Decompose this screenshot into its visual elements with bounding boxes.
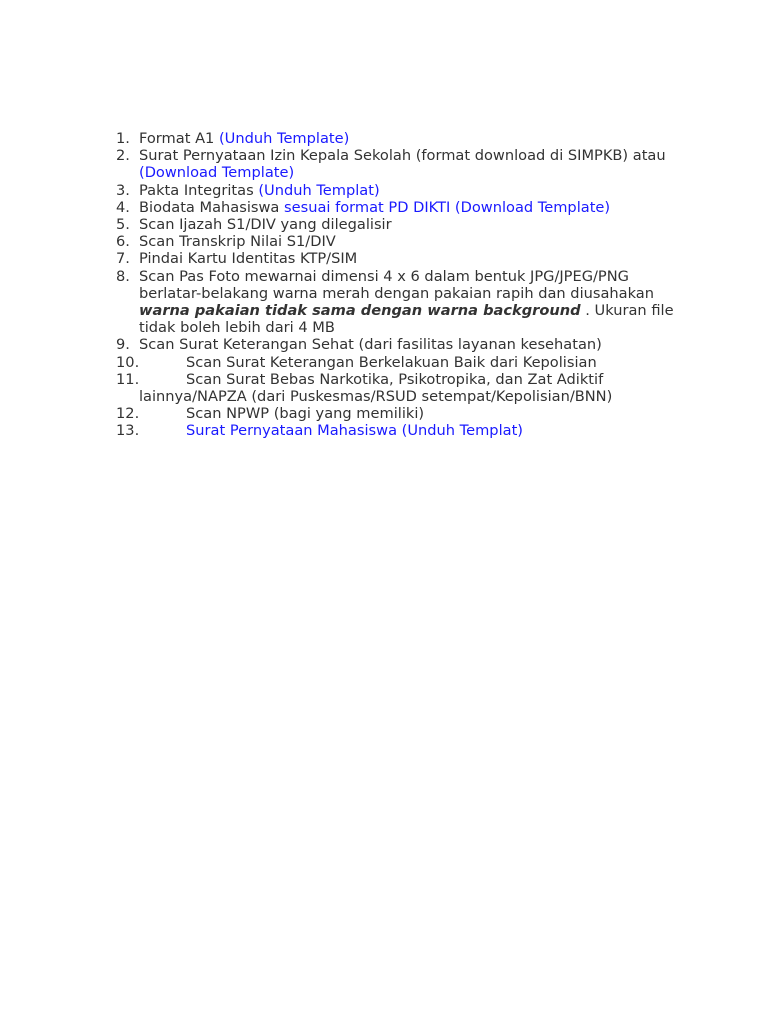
list-item-1 xyxy=(116,130,676,147)
item-number: 5. xyxy=(116,216,130,234)
item-text: Biodata Mahasiswa xyxy=(139,198,285,216)
list-item-12 xyxy=(116,405,676,422)
item-text: Format A1 xyxy=(139,130,219,147)
item-text: Scan Ijazah S1/DIV yang dilegalisir xyxy=(139,216,392,234)
item-text: Scan NPWP (bagi yang memiliki) xyxy=(186,405,425,423)
emphasis-text: warna pakaian tidak sama dengan warna background xyxy=(139,302,581,320)
download-template-link[interactable]: (Download Template) xyxy=(139,164,295,182)
item-number: 4. xyxy=(116,198,130,216)
item-text: Scan Surat Keterangan Sehat (dari fasilitas layanan kesehatan) xyxy=(139,336,602,354)
list-item-8 xyxy=(116,268,676,337)
item-text: Pindai Kartu Identitas KTP/SIM xyxy=(139,250,358,268)
item-number: 11. xyxy=(116,370,140,388)
list-item-4 xyxy=(116,199,676,216)
item-text: Surat Pernyataan Izin Kepala Sekolah (format download di SIMPKB) atau xyxy=(139,147,666,165)
item-text: Pakta Integritas xyxy=(139,181,259,199)
item-number: 3. xyxy=(116,181,130,199)
unduh-templat-link[interactable]: (Unduh Templat) xyxy=(258,181,380,199)
list-item-10 xyxy=(116,354,676,371)
list-item-6 xyxy=(116,233,676,250)
item-number: 2. xyxy=(116,147,130,165)
list-item-2 xyxy=(116,147,676,181)
item-number: 9. xyxy=(116,336,130,354)
item-text: Scan Transkrip Nilai S1/DIV xyxy=(139,233,336,251)
list-item-7 xyxy=(116,250,676,267)
requirements-list xyxy=(116,130,676,440)
item-number: 10. xyxy=(116,353,140,371)
item-number: 8. xyxy=(116,267,130,285)
item-text: Scan Surat Keterangan Berkelakuan Baik dari Kepolisian xyxy=(186,353,597,371)
list-item-13 xyxy=(116,422,676,439)
item-text: Scan Surat Bebas Narkotika, Psikotropika, dan Zat Adiktif lainnya/NAPZA (dari Puskesmas/RSUD setempat/Kepolisian/BNN) xyxy=(139,370,613,406)
list-item-5 xyxy=(116,216,676,233)
item-number: 1. xyxy=(116,130,130,147)
item-number: 13. xyxy=(116,422,140,440)
item-text: Scan Pas Foto mewarnai dimensi 4 x 6 dalam bentuk JPG/JPEG/PNG berlatar-belakang warna merah dengan pakaian rapih dan diusahakan xyxy=(139,267,654,302)
surat-pernyataan-link[interactable]: Surat Pernyataan Mahasiswa (Unduh Templat) xyxy=(186,422,523,440)
item-number: 7. xyxy=(116,250,130,268)
list-item-11 xyxy=(116,371,676,405)
unduh-template-link[interactable]: (Unduh Template) xyxy=(218,130,350,147)
list-item-3 xyxy=(116,182,676,199)
item-number: 6. xyxy=(116,233,130,251)
item-text-after: . Ukuran file tidak boleh lebih dari 4 MB xyxy=(139,302,674,337)
item-number: 12. xyxy=(116,405,140,423)
biodata-template-link[interactable]: sesuai format PD DIKTI (Download Template) xyxy=(284,198,611,216)
list-item-9 xyxy=(116,336,676,353)
